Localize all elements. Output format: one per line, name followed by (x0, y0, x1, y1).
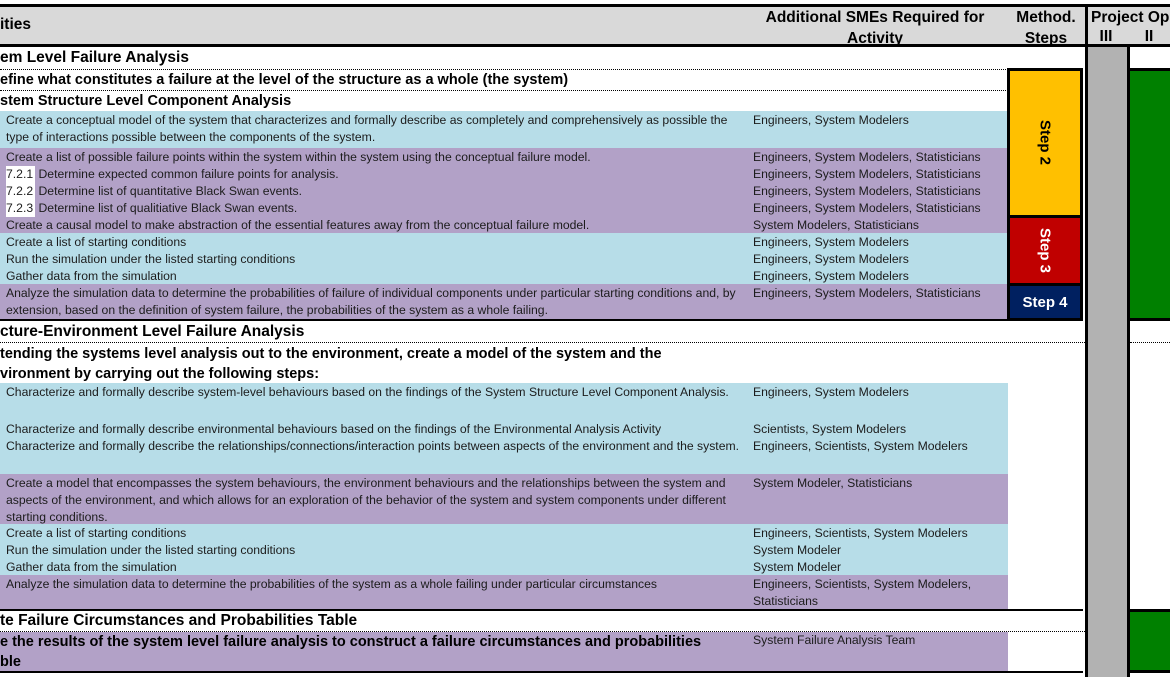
activity-text: Create a model that encompasses the system behaviours, the environment behaviours and the relationships between the system and aspects of the environment, and which allows for an exploration of the behavior of the system and system components under different starting conditions. (6, 476, 726, 524)
section-subtitle: vironment by carrying out the following steps: (0, 366, 320, 382)
method-step-3 (1007, 215, 1083, 286)
sme-text: Engineers, System Modelers, Statisticians (753, 167, 981, 181)
sme-text: Engineers, System Modelers (753, 385, 909, 399)
sme-text: Scientists, System Modelers (753, 422, 907, 436)
item-number: 7.2.1 (6, 167, 34, 181)
sme-text: Engineers, Scientists, System Modelers (753, 439, 968, 453)
project-bar-ii-section1 (1127, 68, 1170, 321)
sme-text: Engineers, System Modelers (753, 235, 909, 249)
sme-text: System Modeler (753, 543, 842, 557)
item-number: 7.2.3 (6, 201, 34, 215)
activity-text: Create a list of starting conditions (6, 235, 187, 249)
activity-text: Run the simulation under the listed starting conditions (6, 252, 296, 266)
activity-text: Determine list of quantitative Black Swan events. (38, 184, 303, 198)
smes-header-line2: Activity (847, 30, 903, 47)
project-bar-ii-section3 (1127, 609, 1170, 673)
project-bar-iii (1085, 47, 1130, 677)
sme-text: Engineers, System Modelers (753, 269, 909, 283)
activity-text: Characterize and formally describe environmental behaviours based on the findings of the Environmental Analysis Activity (6, 422, 662, 436)
section-title: cture-Environment Level Failure Analysis (0, 323, 305, 340)
divider (1130, 342, 1170, 343)
activity-text: Analyze the simulation data to determine the probabilities of failure of individual components under particular starting conditions and, by extension, based on the definition of system failure, the probabilities of the system as a whole failing. (6, 286, 736, 317)
method-header-line2: Steps (1024, 30, 1068, 47)
sme-text: Engineers, System Modelers (753, 252, 909, 266)
activity-item (6, 166, 339, 183)
activity-text: Analyze the simulation data to determine the probabilities of the system as a whole failing under particular circumstances (6, 577, 658, 591)
subsection-title: stem Structure Level Component Analysis (0, 93, 292, 109)
divider (0, 671, 1083, 673)
sme-text: System Modeler (753, 560, 842, 574)
method-steps-column-header (1008, 7, 1084, 49)
activity-text: Characterize and formally describe system-level behaviours based on the findings of the System Structure Level Component Analysis. (6, 385, 729, 399)
smes-column-header (740, 7, 1010, 49)
sme-text: Engineers, System Modelers (753, 113, 909, 127)
method-header-line1: Method. (1016, 9, 1076, 26)
project-col-ii: II (1144, 28, 1154, 45)
sme-text: Engineers, Scientists, System Modelers, Statisticians (753, 577, 972, 608)
section-subtitle: e the results of the system level failure analysis to construct a failure circumstances and probabilities (0, 634, 702, 650)
project-column-header: Project Op (1091, 9, 1170, 26)
activity-text: Determine list of qualitiative Black Swan events. (38, 201, 298, 215)
section-subtitle: ble (0, 654, 21, 670)
activity-text: Gather data from the simulation (6, 269, 177, 283)
sme-text: Engineers, System Modelers, Statisticians (753, 184, 981, 198)
activity-item (6, 183, 302, 200)
activity-text: Create a conceptual model of the system that characterizes and formally describe as completely and comprehensively as possible the type of interactions possible between the components of the system. (6, 113, 728, 144)
sme-text: Engineers, System Modelers, Statisticians (753, 150, 981, 164)
step-label: Step 3 (1036, 227, 1054, 273)
sme-text: Engineers, Scientists, System Modelers (753, 526, 968, 540)
method-step-4 (1007, 283, 1083, 321)
smes-header-line1: Additional SMEs Required for (765, 9, 985, 26)
activity-item (6, 200, 297, 217)
sme-text: System Modelers, Statisticians (753, 218, 919, 232)
activity-text: Determine expected common failure points for analysis. (38, 167, 339, 181)
section-title: te Failure Circumstances and Probabilities Table (0, 612, 358, 629)
activity-text: Create a causal model to make abstraction of the essential features away from the conceptual failure model. (6, 218, 590, 232)
activity-text: Create a list of starting conditions (6, 526, 187, 540)
step-label: Step 2 (1036, 120, 1054, 166)
sme-text: Engineers, System Modelers, Statisticians (753, 201, 981, 215)
activity-text: Create a list of possible failure points within the system within the system using the conceptual failure model. (6, 150, 591, 164)
divider (0, 342, 1085, 343)
project-col-iii: III (1099, 28, 1113, 45)
divider (0, 319, 1008, 321)
sme-text: Engineers, System Modelers, Statisticians (753, 286, 981, 300)
activity-text: Gather data from the simulation (6, 560, 177, 574)
method-step-2 (1007, 68, 1083, 218)
sme-text: System Failure Analysis Team (753, 633, 916, 647)
activities-column-header: ities (0, 16, 32, 33)
item-number: 7.2.2 (6, 184, 34, 198)
sme-text: System Modeler, Statisticians (753, 476, 913, 490)
section-subtitle: tending the systems level analysis out to the environment, create a model of the system and the (0, 346, 662, 362)
activity-text: Characterize and formally describe the relationships/connections/interaction points between aspects of the environment and the system. (6, 439, 740, 453)
section-title: em Level Failure Analysis (0, 49, 189, 66)
section-subtitle: efine what constitutes a failure at the level of the structure as a whole (the system) (0, 72, 569, 88)
activity-text: Run the simulation under the listed starting conditions (6, 543, 296, 557)
step-label: Step 4 (1022, 293, 1068, 311)
